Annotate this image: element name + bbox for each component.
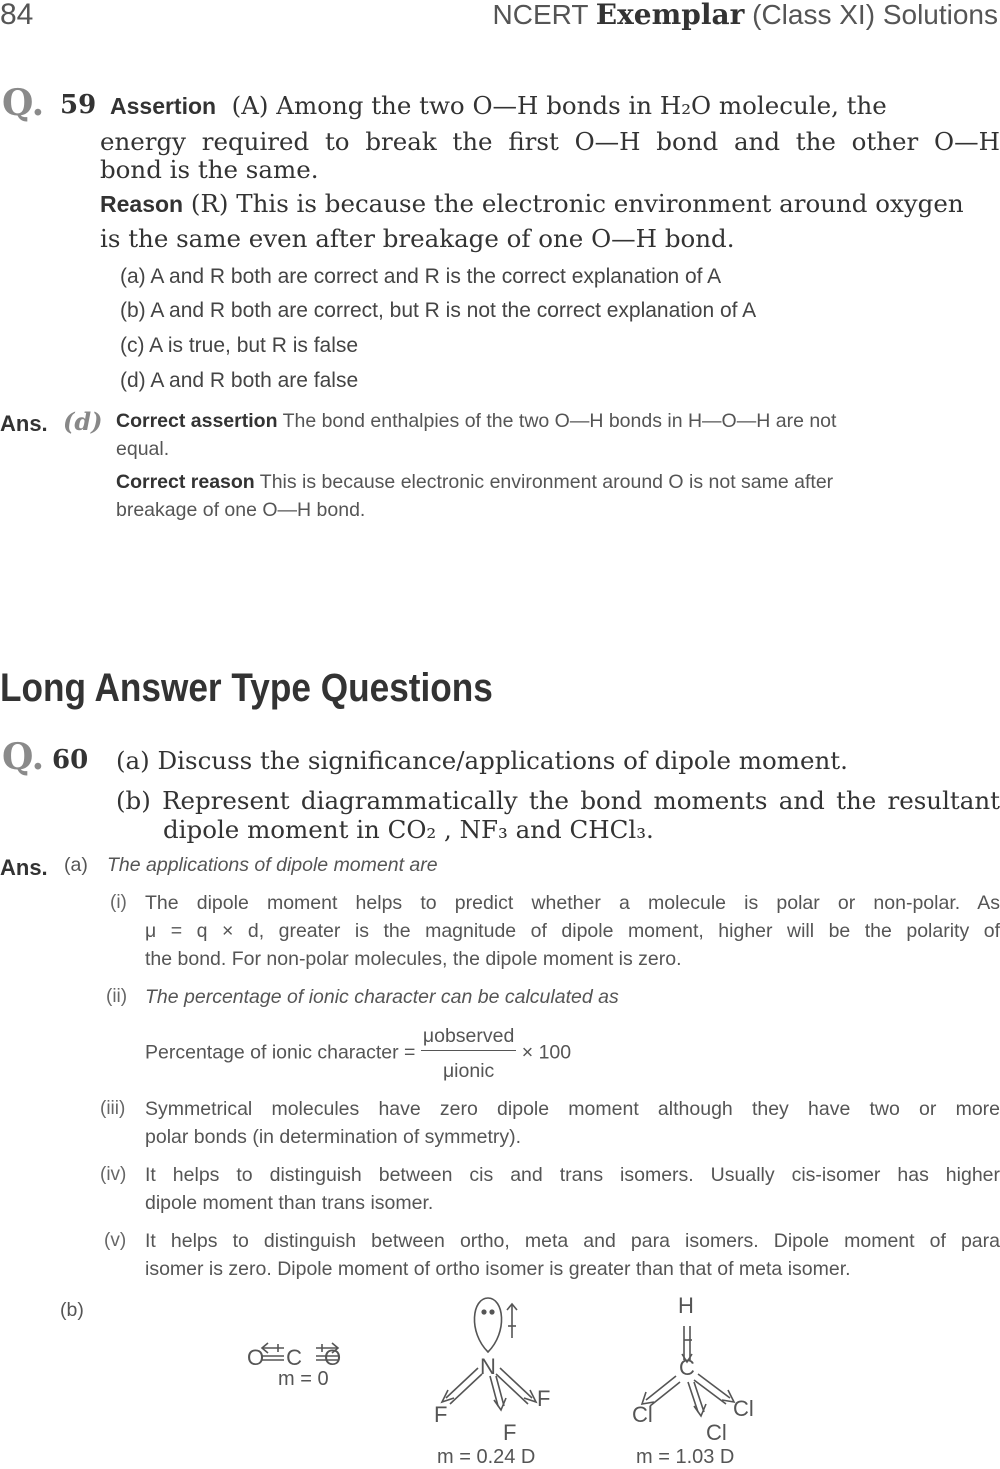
item-iii-line1: Symmetrical molecules have zero dipole moment although they have two or more — [145, 1098, 1000, 1120]
q60-part-b-line1: (b) Represent diagrammatically the bond moments and the resultant — [116, 786, 1000, 815]
option-a: (a) A and R both are correct and R is the correct explanation of A — [120, 265, 722, 288]
q-marker: Q. — [2, 82, 45, 124]
ans-a-heading: The applications of dipole moment are — [107, 854, 438, 876]
co2-o-left: O — [247, 1345, 265, 1370]
ionic-formula — [145, 1022, 571, 1085]
correct-assertion — [116, 407, 1000, 435]
reason-line2: is the same even after breakage of one O—H bond. — [100, 224, 735, 253]
chcl3-cl-bottom: Cl — [706, 1420, 727, 1445]
correct-assertion-label: Correct assertion — [116, 410, 278, 432]
item-iv-line1: It helps to distinguish between cis and trans isomers. Usually cis-isomer has higher — [145, 1164, 1000, 1186]
chcl3-h: H — [678, 1293, 694, 1318]
formula-numerator: μobserved — [421, 1022, 516, 1051]
formula-label: Percentage of ionic character = — [145, 1041, 416, 1064]
nf3-f-right: F — [537, 1386, 551, 1411]
ans-b-marker: (b) — [60, 1299, 84, 1321]
page-number: 84 — [0, 0, 34, 31]
option-d: (d) A and R both are false — [120, 369, 359, 392]
q60-number: 60 — [52, 745, 89, 775]
item-i-number: (i) — [110, 892, 127, 913]
assertion-line3: bond is the same. — [100, 155, 319, 184]
correct-reason-label: Correct reason — [116, 471, 255, 493]
header-bold: Exemplar — [595, 0, 745, 31]
item-i-line2: μ = q × d, greater is the magnitude of dipole moment, higher will be the polarity of — [145, 920, 1000, 942]
ans-a-marker: (a) — [64, 854, 88, 876]
chcl3-cl-left: Cl — [632, 1402, 653, 1427]
answer-label: Ans. — [0, 411, 48, 436]
co2-moment: m = 0 — [278, 1368, 329, 1390]
chcl3-c: C — [679, 1355, 695, 1380]
q60-marker: Q. — [2, 736, 45, 778]
chcl3-cl-right: Cl — [733, 1396, 754, 1421]
q60-part-b-line2: dipole moment in CO₂ , NF₃ and CHCl₃. — [163, 815, 654, 844]
q60-answer-label: Ans. — [0, 855, 48, 880]
nf3-moment: m = 0.24 D — [437, 1446, 536, 1468]
item-v-line2: isomer is zero. Dipole moment of ortho isomer is greater than that of meta isomer. — [145, 1258, 851, 1280]
reason-text: (R) This is because the electronic environment around oxygen — [190, 189, 964, 218]
formula-fraction — [421, 1022, 516, 1085]
answer-option: (d) — [63, 407, 103, 436]
item-ii-number: (ii) — [106, 986, 128, 1007]
header-prefix: NCERT — [492, 0, 596, 30]
running-header — [493, 0, 998, 31]
correct-reason-cont: breakage of one O—H bond. — [116, 499, 366, 521]
formula-multiplier: × 100 — [521, 1041, 572, 1064]
formula-denominator: μionic — [442, 1060, 495, 1082]
reason-line1 — [100, 189, 1000, 219]
co2-o-right: O — [324, 1345, 342, 1370]
option-c: (c) A is true, but R is false — [120, 334, 359, 357]
co2-bond-arrows — [258, 1338, 350, 1368]
question-number: 59 — [60, 90, 97, 120]
correct-reason — [116, 468, 1000, 496]
reason-label: Reason — [100, 191, 184, 217]
item-iv-line2: dipole moment than trans isomer. — [145, 1192, 434, 1214]
item-iii-number: (iii) — [100, 1098, 126, 1119]
q60-part-a: (a) Discuss the significance/applications of dipole moment. — [116, 746, 848, 775]
item-i-line3: the bond. For non-polar molecules, the dipole moment is zero. — [145, 948, 682, 970]
section-heading: Long Answer Type Questions — [0, 666, 493, 710]
chcl3-moment: m = 1.03 D — [636, 1446, 735, 1468]
item-iv-number: (iv) — [100, 1164, 127, 1185]
nf3-n: N — [480, 1354, 496, 1379]
correct-reason-text1: This is because electronic environment around O is not same after — [259, 471, 834, 493]
co2-c: C — [286, 1345, 303, 1370]
item-i-line1: The dipole moment helps to predict whether a molecule is polar or non-polar. As — [145, 892, 1000, 914]
nf3-f-bottom: F — [503, 1420, 517, 1445]
item-ii-line1: The percentage of ionic character can be calculated as — [145, 986, 619, 1008]
item-iii-line2: polar bonds (in determination of symmetry). — [145, 1126, 522, 1148]
option-b: (b) A and R both are correct, but R is not the correct explanation of A — [120, 299, 757, 322]
assertion-text: (A) Among the two O—H bonds in H₂O molecule, the — [231, 91, 887, 120]
assertion-line1 — [110, 91, 1000, 121]
item-v-line1: It helps to distinguish between ortho, meta and para isomers. Dipole moment of para — [145, 1230, 1000, 1252]
assertion-label: Assertion — [110, 93, 217, 119]
correct-assertion-cont: equal. — [116, 438, 170, 460]
nf3-f-left: F — [434, 1402, 448, 1427]
header-suffix: (Class XI) Solutions — [744, 0, 998, 30]
correct-assertion-text1: The bond enthalpies of the two O—H bonds in H—O—H are not — [282, 410, 837, 432]
assertion-line2: energy required to break the first O—H bond and the other O—H — [100, 127, 1000, 156]
item-v-number: (v) — [104, 1230, 127, 1251]
